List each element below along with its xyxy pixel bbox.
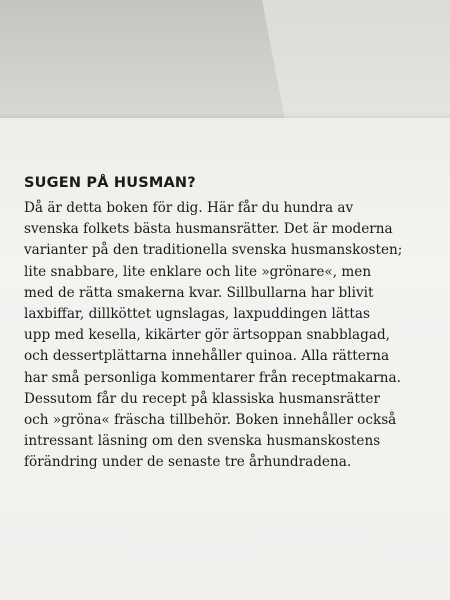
blurb-line: laxbiffar, dillköttet ugnslagas, laxpuddingen lättas [24, 306, 370, 323]
blurb-line: intressant läsning om den svenska husmanskostens [24, 433, 381, 450]
blurb-line: svenska folkets bästa husmansrätter. Det är moderna [24, 221, 393, 238]
blurb-line: har små personliga kommentarer från receptmakarna. [24, 369, 401, 386]
blurb-line: upp med kesella, kikärter gör ärtsoppan snabblagad, [24, 327, 390, 344]
blurb-line: Då är detta boken för dig. Här får du hundra av [24, 200, 354, 216]
blurb-text-block [24, 172, 439, 474]
blurb-line: lite snabbare, lite enklare och lite »grönare«, men [24, 263, 372, 280]
blurb-line: förändring under de senaste tre århundradena. [24, 454, 352, 471]
blurb-line: varianter på den traditionella svenska husmanskosten; [24, 242, 403, 259]
cover-flap [262, 0, 450, 118]
blurb-line: Dessutom får du recept på klassiska husmansrätter [24, 390, 380, 407]
blurb-line: med de rätta smakerna kvar. Sillbullarna har blivit [24, 284, 374, 301]
blurb-line: och dessertplättarna innehåller quinoa. Alla rätterna [24, 348, 390, 365]
blurb-heading: SUGEN PÅ HUSMAN? [24, 175, 196, 191]
blurb-line: och »gröna« fräscha tillbehör. Boken innehåller också [24, 412, 397, 429]
